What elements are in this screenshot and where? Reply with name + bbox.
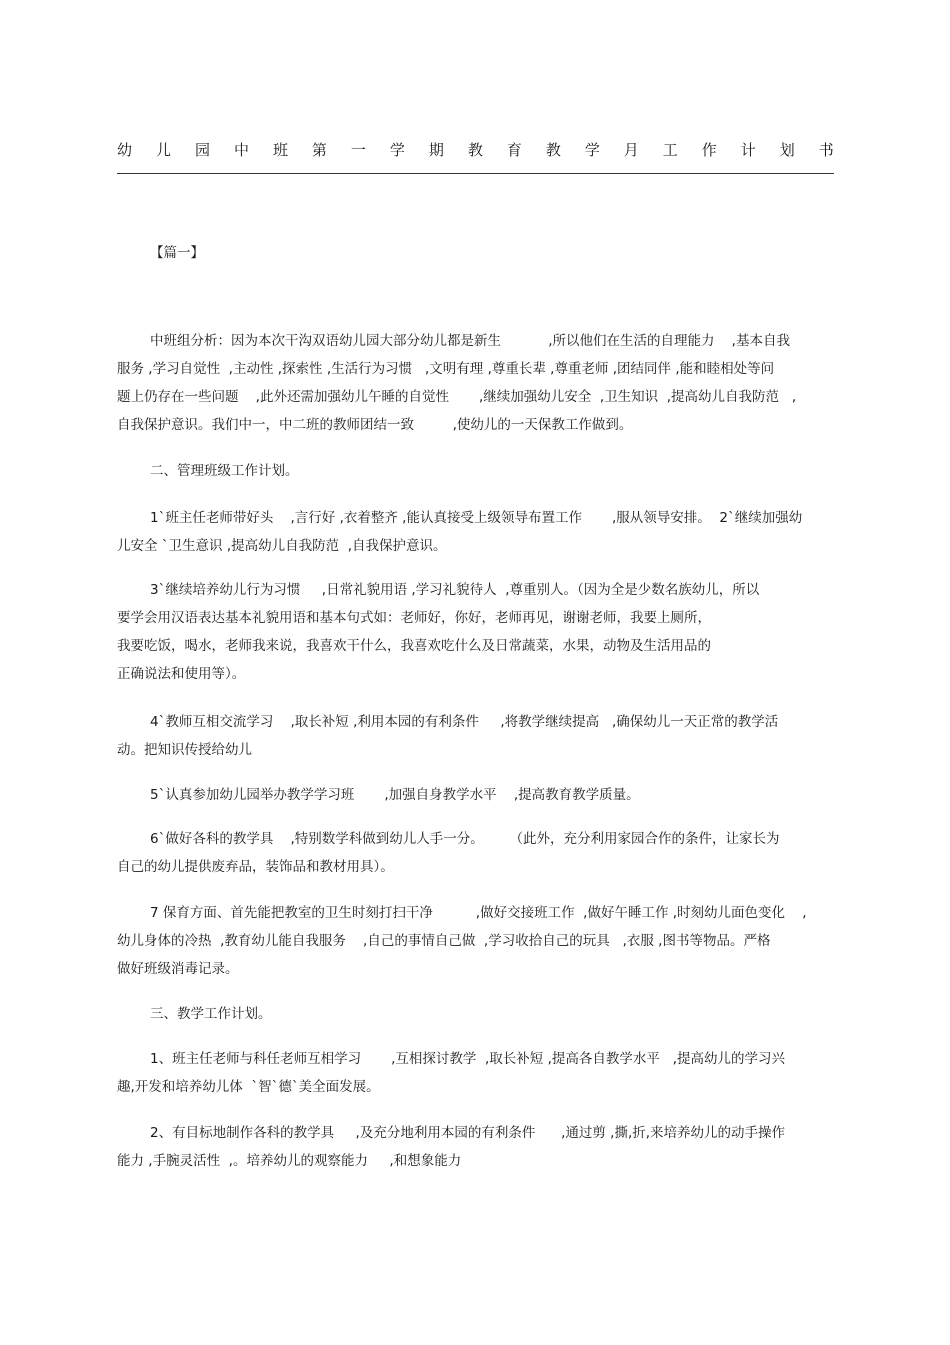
title-char: 学 — [584, 141, 600, 159]
text-line: 自己的幼儿提供废弃品，装饰品和教材用具）。 — [117, 859, 394, 875]
title-char: 教 — [545, 141, 561, 159]
title-char: 工 — [662, 141, 678, 159]
paragraph-analysis — [117, 327, 834, 439]
text-line: 趣,开发和培养幼儿体 `智`德`美全面发展。 — [117, 1079, 380, 1095]
text-line: 中班组分析：因为本次干沟双语幼儿园大部分幼儿都是新生 ,所以他们在生活的自理能力 ,基本自我 — [150, 333, 790, 349]
text-line: 动。把知识传授给幼儿 — [117, 742, 252, 758]
paragraph-item-5 — [117, 781, 834, 809]
text-line: 幼儿身体的冷热 ,教育幼儿能自我服务 ,自己的事情自己做 ,学习收拾自己的玩具 ,衣服 ,图书等物品。严格 — [117, 933, 771, 949]
title-char: 育 — [506, 141, 522, 159]
paragraph-item-7 — [117, 899, 834, 983]
text-line: 1`班主任老师带好头 ,言行好 ,衣着整齐 ,能认真接受上级领导布置工作 ,服从领导安排。 2`继续加强幼 — [150, 510, 803, 526]
title-char: 儿 — [155, 141, 171, 159]
text-line: 要学会用汉语表达基本礼貌用语和基本句式如：老师好，你好，老师再见，谢谢老师，我要上厕所， — [117, 610, 711, 626]
title-char: 教 — [467, 141, 483, 159]
text-line: 自我保护意识。我们中一，中二班的教师团结一致 ,使幼儿的一天保教工作做到。 — [117, 417, 633, 433]
text-line: 4`教师互相交流学习 ,取长补短 ,利用本园的有利条件 ,将教学继续提高 ,确保幼儿一天正常的教学活 — [150, 714, 779, 730]
title-char: 幼 — [117, 141, 133, 159]
text-line: 服务 ,学习自觉性 ,主动性 ,探索性 ,生活行为习惯 ,文明有理 ,尊重长辈 ,尊重老师 ,团结同伴 ,能和睦相处等问 — [117, 361, 775, 377]
heading-teaching-plan — [117, 1000, 834, 1028]
text-line: 能力 ,手腕灵活性 ,。培养幼儿的观察能力 ,和想象能力 — [117, 1153, 462, 1169]
title-char: 月 — [623, 141, 639, 159]
text-line: 二、管理班级工作计划。 — [150, 463, 299, 479]
text-line: 2、有目标地制作各科的教学具 ,及充分地利用本园的有利条件 ,通过剪 ,撕,折,来培养幼儿的动手操作 — [150, 1125, 786, 1141]
paragraph-item-3 — [117, 576, 834, 688]
title-char: 期 — [428, 141, 444, 159]
text-line: 儿安全 `卫生意识 ,提高幼儿自我防范 ,自我保护意识。 — [117, 538, 447, 554]
text-line: 5`认真参加幼儿园举办教学学习班 ,加强自身教学水平 ,提高教育教学质量。 — [150, 787, 640, 803]
paragraph-item-1-2 — [117, 504, 834, 560]
title-divider — [117, 173, 834, 174]
paragraph-teach-2 — [117, 1119, 834, 1175]
paragraph-teach-1 — [117, 1045, 834, 1101]
text-line: 题上仍存在一些问题 ,此外还需加强幼儿午睡的自觉性 ,继续加强幼儿安全 ,卫生知识 ,提高幼儿自我防范 , — [117, 389, 797, 405]
title-char: 班 — [272, 141, 288, 159]
text-line: 正确说法和使用等）。 — [117, 666, 246, 682]
title-char: 划 — [779, 141, 795, 159]
title-char: 中 — [233, 141, 249, 159]
text-line: 我要吃饭，喝水，老师我来说，我喜欢干什么，我喜欢吃什么及日常蔬菜，水果，动物及生活用品的 — [117, 638, 711, 654]
text-line: 7 保育方面、首先能把教室的卫生时刻打扫干净 ,做好交接班工作 ,做好午睡工作 ,时刻幼儿面色变化 , — [150, 905, 807, 921]
title-char: 一 — [350, 141, 366, 159]
paragraph-item-4 — [117, 708, 834, 764]
title-char: 园 — [194, 141, 210, 159]
title-char: 书 — [818, 141, 834, 159]
text-line: 3`继续培养幼儿行为习惯 ,日常礼貌用语 ,学习礼貌待人 ,尊重别人。（因为全是少数名族幼儿，所以 — [150, 582, 760, 598]
text-line: 三、教学工作计划。 — [150, 1006, 272, 1022]
section-label: 【篇一】 — [150, 245, 204, 261]
text-line: 做好班级消毒记录。 — [117, 961, 239, 977]
document-title — [117, 140, 834, 160]
text-line: 1、班主任老师与科任老师互相学习 ,互相探讨教学 ,取长补短 ,提高各自教学水平 ,提高幼儿的学习兴 — [150, 1051, 786, 1067]
text-line: 6`做好各科的教学具 ,特别数学科做到幼儿人手一分。 （此外，充分利用家园合作的条件，让家长为 — [150, 831, 780, 847]
paragraph-item-6 — [117, 825, 834, 881]
title-char: 学 — [389, 141, 405, 159]
heading-class-management — [117, 457, 834, 485]
title-char: 作 — [701, 141, 717, 159]
title-char: 第 — [311, 141, 327, 159]
title-char: 计 — [740, 141, 756, 159]
